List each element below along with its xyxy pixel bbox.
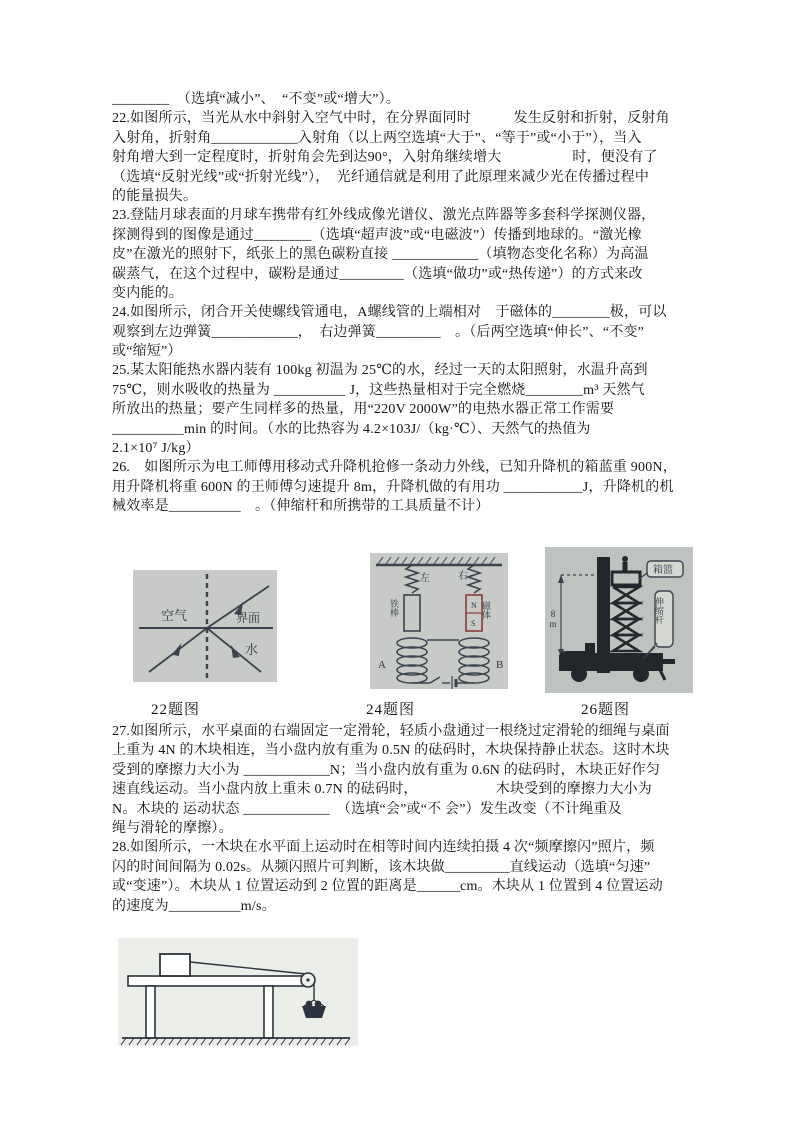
magnet-pole-s: S [471, 619, 476, 628]
figure-24-solenoid-diagram [370, 553, 508, 689]
text-line: 观察到左边弹簧____________， 右边弹簧_________ 。（后两空选填“伸长”、“不变” [112, 324, 645, 340]
figure-26-lift-truck-diagram [545, 547, 693, 693]
text-line: 速直线运动。当小盘内放上重未 0.7N 的砝码时， 木块受到的摩擦力大小为 [112, 782, 653, 798]
magnet-pole-n: N [471, 601, 477, 610]
figure-24-photo-background [370, 553, 508, 689]
left-spring-label: 左 [420, 573, 430, 584]
text-line: 用升降机将重 600N 的王师傅匀速提升 8m，升降机做的有用功 ___________J，升降机的机 [112, 479, 674, 495]
text-line: 的速度为__________m/s。 [112, 898, 276, 914]
figure-22-photo-background [133, 570, 277, 682]
text-line: 所放出的热量；要产生同样多的热量，用“220V 2000W”的电热水器正常工作需要 [112, 402, 615, 418]
text-line: 23.登陆月球表面的月球车携带有红外线成像光谱仪、激光点阵器等多套科学探测仪器， [112, 208, 656, 224]
text-line: 27.如图所示，水平桌面的右端固定一定滑轮，轻质小盘通过一根绕过定滑轮的细绳与桌面 [112, 724, 670, 739]
coil-a-label: A [378, 659, 386, 671]
interface-label: 界面 [236, 611, 261, 625]
text-line: 28.如图所示，一木块在水平面上运动时在相等时间内连续拍摄 4 次“频摩擦闪”照片，频 [112, 840, 655, 856]
iron-rod-label: 铁棒 [389, 599, 399, 617]
right-spring-label: 右 [458, 571, 468, 582]
text-line: 受到的摩擦力大小为 ____________N；当小盘内放有重为 0.6N 的砝码时，木块正好作匀 [112, 762, 661, 778]
text-line: 24.如图所示，闭合开关使螺线管通电，A螺线管的上端相对 于磁体的________极，可以 [112, 305, 667, 321]
text-line: 或“缩短”） [112, 344, 182, 360]
water-label: 水 [245, 642, 259, 657]
text-line: 上重为 4N 的木块相连，当小盘内放有重为 0.5N 的砝码时，木块保持静止状态。这时木块 [112, 743, 670, 759]
text-line: N。木块的 运动状态 ____________ （选填“会”或“不 会”）发生改变（不计绳重及 [112, 801, 622, 817]
figure-27-table-pulley-diagram [118, 938, 358, 1046]
text-line: 皮”在激光的照射下，纸张上的黑色碳粉直接 ____________（填物态变化名称）为高温 [112, 247, 649, 263]
iron-rod [404, 595, 420, 631]
text-line: 碳蒸气，在这个过程中，碳粉是通过_________（选填“做功”或“热传递”）的方式来改 [112, 266, 643, 282]
rod-callout-label: 伸缩杆 [654, 597, 664, 624]
text-line: 探测得到的图像是通过________（选填“超声波”或“电磁波”）传播到地球的。“激光橡 [112, 227, 642, 243]
table-leg-left [146, 986, 155, 1038]
text-line: 变内能的。 [112, 285, 183, 301]
pulley-axle [306, 978, 309, 981]
figure-22-refraction-diagram [133, 570, 277, 682]
table-leg-right [264, 986, 273, 1038]
figure-26-caption: 26题图 [581, 702, 631, 718]
text-line: 闪的时间间隔为 0.02s。从频闪照片可判断，该木块做_________直线运动（选填“匀速” [112, 859, 651, 875]
text-line: 75℃，则水吸收的热量为 __________ J，这些热量相对于完全燃烧________m³ 天然气 [112, 382, 645, 398]
magnet-label: 磁体 [481, 601, 491, 619]
figure-24-caption: 24题图 [366, 702, 416, 718]
question-text-block-upper [112, 90, 690, 517]
text-line: ________ （选填“减小”、 “不变”或“增大”）。 [112, 92, 401, 107]
text-line: 2.1×10⁷ J/kg） [112, 441, 200, 457]
air-label: 空气 [161, 608, 188, 623]
height-label: 8m [548, 609, 558, 629]
text-line: 25.某太阳能热水器内装有 100kg 初温为 25℃的水，经过一天的太阳照射，水温升高到 [112, 363, 648, 379]
text-line: 22.如图所示，当光从水中斜射入空气中时，在分界面同时 发生反射和折射，反射角 [112, 111, 670, 127]
basket-callout-label: 箱篮 [653, 565, 673, 576]
text-line: __________min 的时间。（水的比热容为 4.2×103J/（kg·℃）、天然气的热值为 [112, 421, 591, 437]
question-text-block-lower [112, 722, 690, 916]
text-line: 的能量损失。 [112, 188, 198, 204]
text-line: 26. 如图所示为电工师傅用移动式升降机抢修一条动力外线，已知升降机的箱蓝重 900N， [112, 460, 677, 476]
coil-b-label: B [496, 659, 504, 671]
text-line: （选填“反射光线”或“折射光线”）， 光纤通信就是利用了此原理来减少光在传播过程中 [112, 169, 650, 185]
text-line: 或“变速”）。木块从 1 位置运动到 2 位置的距离是______cm。木块从 1 位置到 4 位置运动 [112, 879, 663, 895]
worker-figure [622, 556, 628, 572]
text-line: 绳与滑轮的摩擦）。 [112, 820, 233, 836]
text-line: 入射角，折射角____________入射角（以上两空选填“大于”、“等于”或“小于”），当入 [112, 130, 642, 146]
figure-22-caption: 22题图 [151, 702, 201, 718]
table-top [128, 976, 306, 986]
text-line: 射角增大到一定程度时，折射角会先到达90°，入射角继续增大 时，便没有了 [112, 150, 658, 166]
text-line: 械效率是__________ 。（伸缩杆和所携带的工具质量不计） [112, 499, 490, 515]
wood-block [160, 954, 190, 976]
